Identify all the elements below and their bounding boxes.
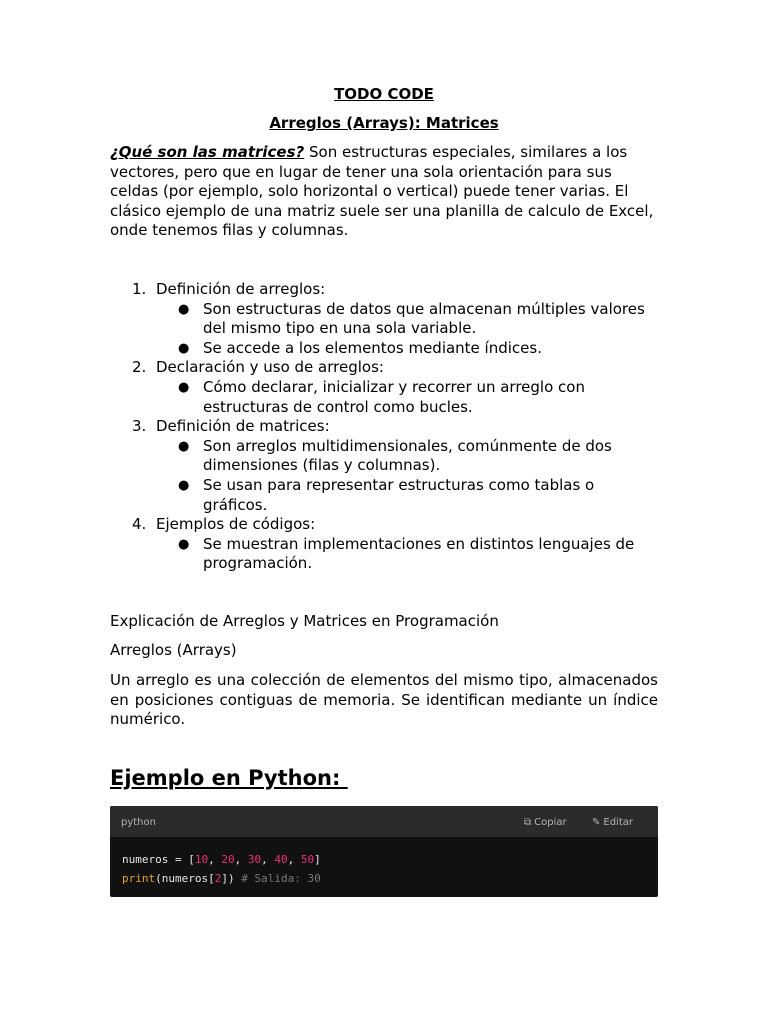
code-number: 30 [247, 853, 262, 866]
bullet-text: Son arreglos multidimensionales, comúnmente de dos dimensiones (filas y columnas). [203, 436, 612, 475]
bullet-icon: ● [178, 477, 190, 493]
copy-button[interactable] [524, 817, 567, 828]
bullet-item [110, 437, 658, 476]
code-print-open: (numeros[ [155, 871, 215, 885]
list-item [110, 515, 658, 535]
code-number: 20 [221, 853, 235, 866]
copy-icon: ⧉ [524, 817, 532, 828]
list-item-number: 2. [132, 358, 147, 377]
bullet-icon: ● [178, 379, 190, 395]
topic-list [110, 280, 658, 574]
intro-paragraph [110, 143, 658, 241]
document-title: TODO CODE [334, 85, 434, 103]
code-print-close: ]) [221, 871, 235, 885]
code-language-label: python [121, 817, 156, 828]
code-var: numeros [122, 853, 169, 866]
code-print-fn: print [122, 871, 156, 885]
bullet-text: Son estructuras de datos que almacenan múltiples valores del mismo tipo en una sola variable. [203, 299, 645, 338]
bullet-icon: ● [178, 340, 190, 356]
code-number: 50 [300, 853, 315, 866]
intro-question: ¿Qué son las matrices? [110, 143, 305, 161]
bullet-item [110, 378, 658, 417]
code-line-1: numeros = [10, 20, 30, 40, 50] [122, 853, 321, 866]
code-block [110, 806, 658, 897]
section-heading: Explicación de Arreglos y Matrices en Programación [110, 612, 499, 630]
list-item-number: 1. [132, 280, 147, 298]
arrays-heading: Arreglos (Arrays) [110, 641, 237, 659]
bullet-icon: ● [178, 301, 190, 317]
list-item-label: Definición de arreglos: [156, 280, 326, 298]
example-heading: Ejemplo en Python: [110, 766, 348, 790]
code-number: 10 [194, 853, 209, 866]
list-item [110, 417, 658, 437]
edit-button[interactable] [592, 817, 633, 828]
list-item-label: Definición de matrices: [156, 417, 330, 436]
list-item-number: 3. [132, 417, 147, 436]
bullet-item [110, 339, 658, 359]
list-item [110, 358, 658, 378]
bullet-item [110, 535, 658, 574]
bullet-text: Se accede a los elementos mediante índices. [203, 338, 542, 357]
code-assign: = [ [168, 853, 195, 866]
bullet-item [110, 300, 658, 339]
code-block-header [110, 806, 658, 837]
list-item-number: 4. [132, 515, 147, 534]
edit-icon: ✎ [592, 817, 601, 828]
list-item-label: Declaración y uso de arreglos: [156, 358, 384, 377]
intro-text: Son estructuras especiales, similares a los vectores, pero que en lugar de tener una sola orientación para sus celdas (por ejemplo, solo horizontal o vertical) puede tener varias. El clásico ejemplo de una matriz suele ser una planilla de calculo de Excel, onde tenemos filas y columnas. [110, 143, 654, 240]
bullet-text: Se muestran implementaciones en distintos lenguajes de programación. [203, 534, 635, 573]
code-index: 2 [214, 871, 222, 885]
list-item-label: Ejemplos de códigos: [156, 515, 316, 534]
bullet-icon: ● [178, 536, 190, 552]
bullet-text: Se usan para representar estructuras como tablas o gráficos. [203, 475, 595, 514]
code-number: 40 [274, 853, 288, 866]
bullet-item [110, 476, 658, 515]
code-comment: # Salida: 30 [234, 871, 321, 885]
code-bracket-close: ] [314, 853, 321, 866]
bullet-icon: ● [178, 438, 190, 454]
list-item [110, 280, 658, 300]
document-subtitle: Arreglos (Arrays): Matrices [269, 114, 499, 132]
code-body [110, 837, 658, 888]
code-line-2 [122, 870, 658, 889]
copy-button-label: Copiar [534, 817, 567, 828]
bullet-text: Cómo declarar, inicializar y recorrer un arreglo con estructuras de control como bucles. [203, 377, 585, 416]
arrays-paragraph: Un arreglo es una colección de elementos del mismo tipo, almacenados en posiciones contiguas de memoria. Se identifican mediante un índice numérico. [110, 671, 658, 729]
edit-button-label: Editar [603, 817, 633, 828]
